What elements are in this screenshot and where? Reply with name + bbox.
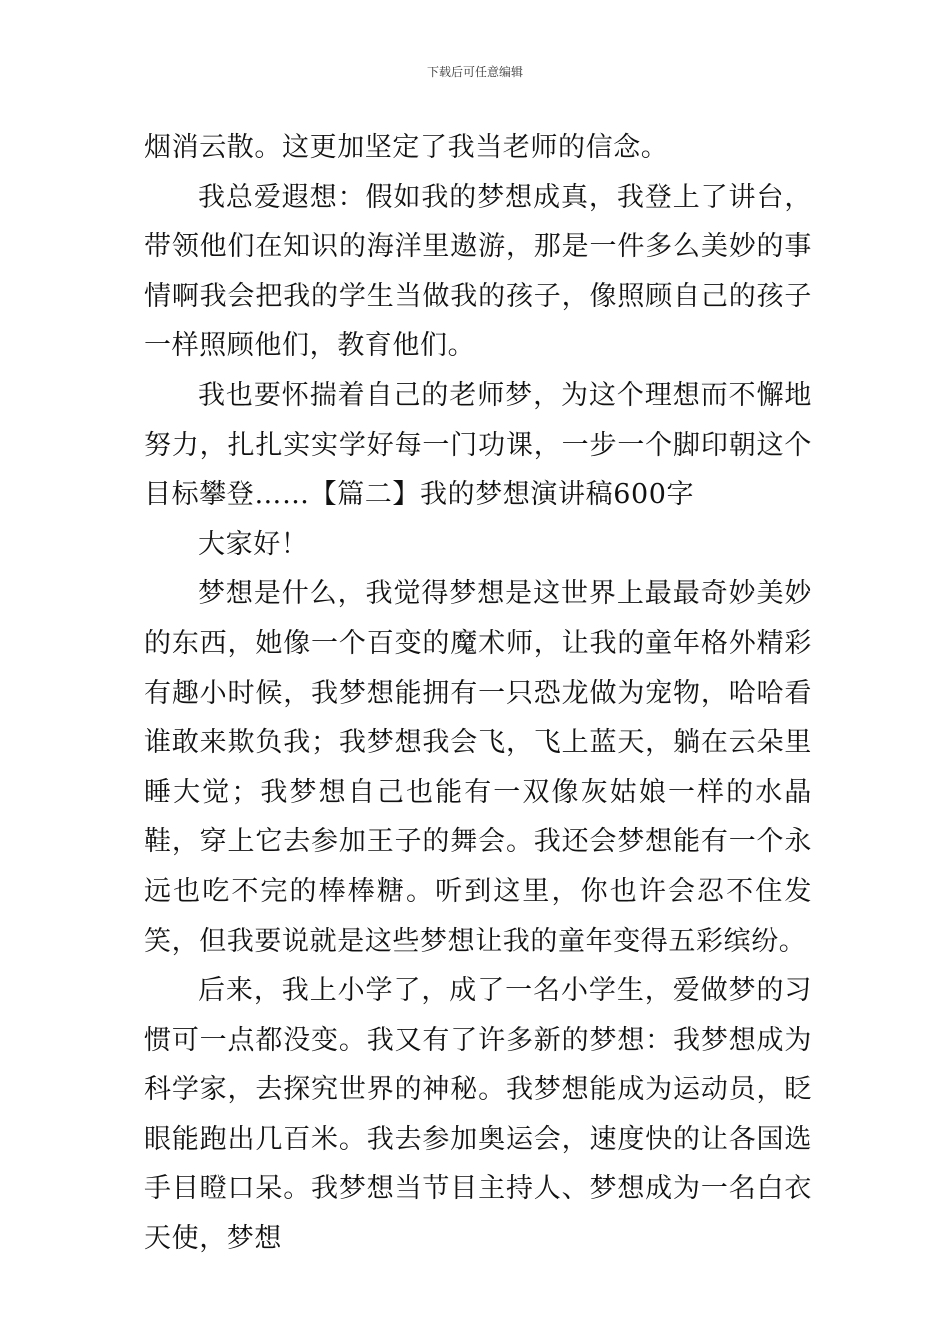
paragraph-childhood-dreams: 梦想是什么，我觉得梦想是这世界上最最奇妙美妙的东西，她像一个百变的魔术师，让我的童年格外精彩有趣小时候，我梦想能拥有一只恐龙做为宠物，哈哈看谁敢来欺负我；我梦想我会飞，飞上蓝天，躺在云朵里睡大觉；我梦想自己也能有一双像灰姑娘一样的水晶鞋，穿上它去参加王子的舞会。我还会梦想能有一个永远也吃不完的棒棒糖。听到这里，你也许会忍不住发笑，但我要说就是这些梦想让我的童年变得五彩缤纷。 — [144, 578, 812, 957]
document-body — [144, 123, 812, 1264]
page-header: 下载后可任意编辑 — [426, 65, 523, 79]
paragraph-school-dreams: 后来，我上小学了，成了一名小学生，爱做梦的习惯可一点都没变。我又有了许多新的梦想：我梦想成为科学家，去探究世界的神秘。我梦想能成为运动员，眨眼能跑出几百米。我去参加奥运会，速度快的让各国选手目瞪口呆。我梦想当节目主持人、梦想成为一名白衣天使，梦想 — [144, 975, 812, 1255]
paragraph-teacher-dream: 我也要怀揣着自己的老师梦，为这个理想而不懈地努力，扎扎实实学好每一门功课，一步一个脚印朝这个目标攀登……【篇二】我的梦想演讲稿600字 — [144, 379, 812, 511]
paragraph-continuation: 烟消云散。这更加坚定了我当老师的信念。 — [144, 132, 669, 163]
paragraph-greeting: 大家好！ — [198, 528, 309, 560]
paragraph-daydream: 我总爱遐想：假如我的梦想成真，我登上了讲台，带领他们在知识的海洋里遨游，那是一件多么美妙的事情啊我会把我的学生当做我的孩子，像照顾自己的孩子一样照顾他们，教育他们。 — [144, 181, 812, 362]
